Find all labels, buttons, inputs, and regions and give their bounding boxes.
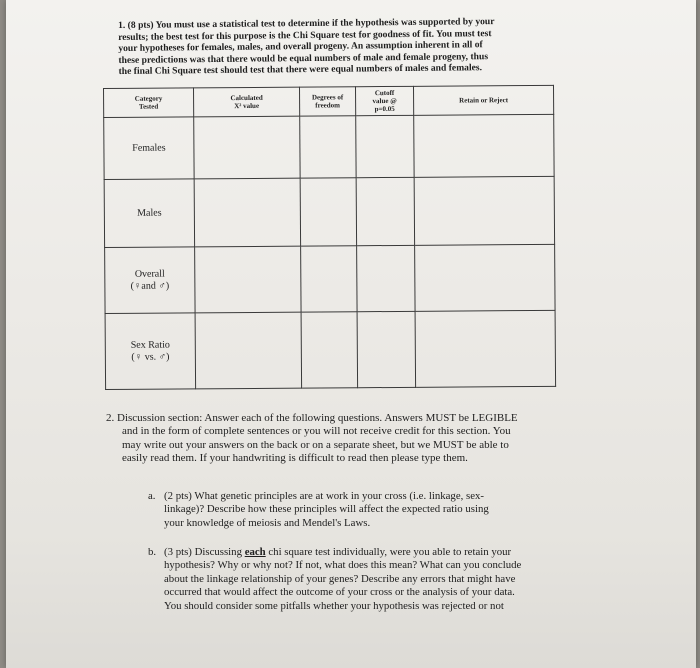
header-retain-reject: Retain or Reject <box>413 85 553 115</box>
answer-cell[interactable] <box>301 312 358 388</box>
q2b-line: hypothesis? Why or why not? If not, what does this mean? What can you conclude <box>164 559 522 572</box>
q2-line: and in the form of complete sentences or you will not receive credit for this section. You <box>122 425 511 438</box>
q2a-line: linkage)? Describe how these principles will affect the expected ratio using <box>164 503 489 516</box>
q2a-line: your knowledge of meiosis and Mendel's Laws. <box>164 516 371 529</box>
q2b-line: about the linkage relationship of your genes? Describe any errors that might have <box>164 572 516 585</box>
answer-cell[interactable] <box>414 176 554 245</box>
header-cutoff-value: Cutoff value @ p=0.05 <box>355 86 413 115</box>
header-degrees-of-freedom: Degrees of freedom <box>299 87 355 116</box>
question-1 <box>118 15 569 78</box>
answer-cell[interactable] <box>414 114 554 177</box>
chi-square-table <box>103 85 556 390</box>
header-category: Category Tested <box>104 88 194 118</box>
q2-line: may write out your answers on the back or on a separate sheet, but we MUST be able to <box>122 438 509 451</box>
q2b-line: occurred that would affect the outcome of your cross or the analysis of your data. <box>164 586 515 599</box>
q2a-line: (2 pts) What genetic principles are at work in your cross (i.e. linkage, sex- <box>164 490 485 502</box>
answer-cell[interactable] <box>356 115 414 177</box>
answer-cell[interactable] <box>300 178 356 246</box>
q1-line: results; the best test for this purpose is the Chi Square test for goodness of fit. You must test <box>118 27 492 43</box>
answer-cell[interactable] <box>194 178 300 247</box>
answer-cell[interactable] <box>194 116 300 179</box>
answer-cell[interactable] <box>357 311 416 387</box>
row-label-males: Males <box>104 179 194 248</box>
emphasis-each: each <box>244 546 266 558</box>
question-2a <box>148 490 594 530</box>
q2b-line: You should consider some pitfalls whether your hypothesis was rejected or not <box>164 599 504 612</box>
q2b-letter: b. <box>148 546 157 558</box>
table-row <box>104 114 554 179</box>
q2b-first-line: (3 pts) Discussing each chi square test individually, were you able to retain your <box>164 546 512 558</box>
row-label-sex-ratio: Sex Ratio (♀ vs. ♂) <box>105 313 196 390</box>
q1-line: these predictions was that there would be equal numbers of male and female progeny, thus <box>118 50 489 66</box>
table-row <box>105 310 556 389</box>
answer-cell[interactable] <box>415 244 555 311</box>
answer-cell[interactable] <box>195 312 302 389</box>
q1-line: the final Chi Square test should test that there were equal numbers of males and females. <box>118 62 483 78</box>
q2-lead: 2. Discussion section: Answer each of the following questions. Answers MUST be LEGIBLE <box>106 412 518 424</box>
answer-cell[interactable] <box>357 245 415 311</box>
question-2 <box>106 412 596 466</box>
row-label-females: Females <box>104 117 194 180</box>
answer-cell[interactable] <box>300 116 356 178</box>
row-label-overall: Overall (♀and ♂) <box>105 247 195 314</box>
q1-line: your hypotheses for females, males, and overall progeny. An assumption inherent in all of <box>118 39 483 55</box>
answer-cell[interactable] <box>356 177 414 245</box>
answer-cell[interactable] <box>195 246 301 313</box>
table-header-row <box>104 85 554 117</box>
header-calculated: Calculated X² value <box>194 87 300 117</box>
answer-cell[interactable] <box>301 246 357 312</box>
q2-line: easily read them. If your handwriting is difficult to read then please type them. <box>122 452 468 465</box>
table-row <box>105 244 555 313</box>
q2a-letter: a. <box>148 490 156 502</box>
question-2b <box>148 546 594 613</box>
answer-cell[interactable] <box>415 310 556 387</box>
q1-line: 1. (8 pts) You must use a statistical test to determine if the hypothesis was supported by your <box>118 16 495 31</box>
table-row <box>104 176 554 247</box>
worksheet-page <box>6 0 696 668</box>
